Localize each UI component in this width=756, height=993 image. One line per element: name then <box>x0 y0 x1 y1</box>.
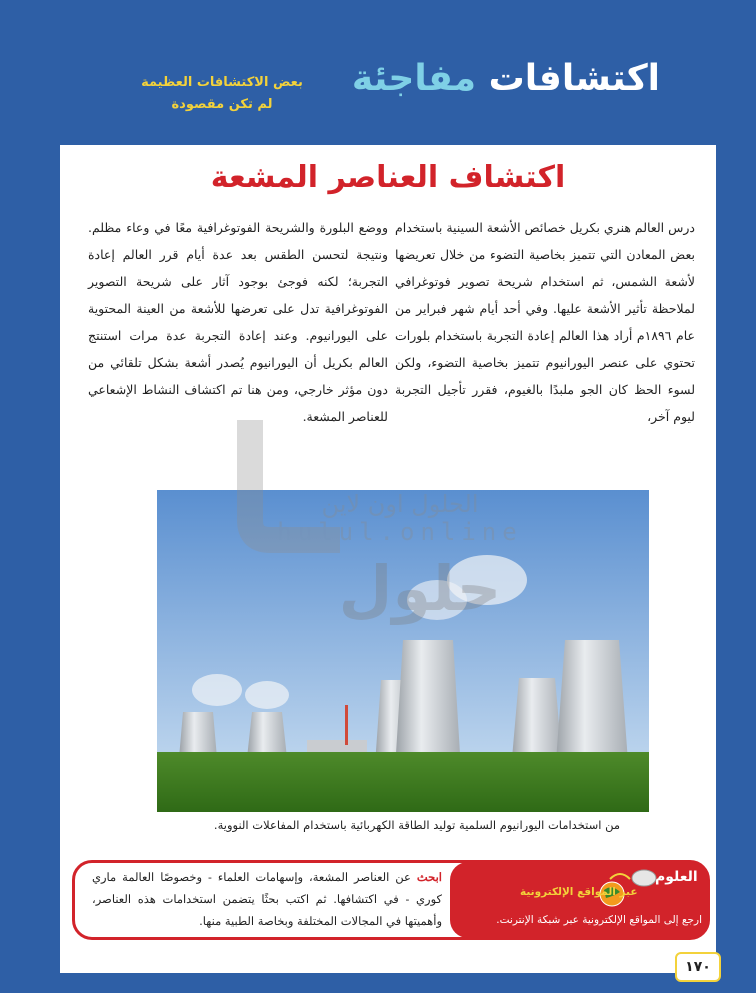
activity-highlight: ابحث <box>416 870 442 884</box>
subtitle-line-1: بعض الاكتشافات العظيمة <box>141 75 303 90</box>
activity-label: العلوم <box>655 869 698 885</box>
watermark-latin: hulul.online <box>277 518 523 546</box>
chapter-title-accent: مفاجئة <box>351 58 477 99</box>
activity-text <box>92 866 442 932</box>
page-number: ١٧٠ <box>675 952 721 982</box>
watermark-logo: حلول <box>338 552 502 625</box>
chapter-title <box>352 58 660 99</box>
watermark-arabic: الحلول اون لاين <box>321 490 479 518</box>
subtitle-line-2: لم تكن مقصودة <box>171 97 273 112</box>
activity-sub-label: عبر المواقع الإلكترونية <box>520 886 638 898</box>
activity-body: عن العناصر المشعة، وإسهامات العلماء - وخصوصًا العالمة ماري كوري - في اكتشافها. ثم اكتب بحثًا يتضمن استخدامات هذه العناصر، وأهميتها في المجالات المختلفة وبخاصة الطبية منها. <box>92 870 442 928</box>
article-title: اكتشاف العناصر المشعة <box>210 160 566 195</box>
activity-note: ارجع إلى المواقع الإلكترونية عبر شبكة الإنترنت. <box>496 914 702 926</box>
article-column-right: درس العالم هنري بكريل خصائص الأشعة السينية باستخدام بعض المعادن التي تتميز بخاصية التضوء من خلال تعريضها لأشعة الشمس، ثم استخدام شريحة تصوير فوتوغرافي لملاحظة تأثير الأشعة عليها. وفي أحد أيام شهر فبراير من عام ١٨٩٦م أراد هذا العالم إعادة التجربة باستخدام بلورات تحتوي على عنصر اليورانيوم تتميز بخاصية التضوء، ولكن لسوء الحظ كان الجو ملبدًا بالغيوم، فقرر تأجيل التجربة ليوم آخر، <box>395 220 695 424</box>
chapter-title-main: اكتشافات <box>488 58 660 99</box>
nuclear-plant-photo <box>157 490 649 812</box>
article-column-left: ووضع البلورة والشريحة الفوتوغرافية معًا في وعاء مظلم. ونتيجة لتحسن الطقس بعد عدة أيام قرر العالم إعادة التجربة؛ لكنه فوجئ بوجود آثار على شريحة التصوير الفوتوغرافية تدل على تعرضها للأشعة من العينة المحتوية على اليورانيوم. وعند إعادة التجربة عدة مرات استنتج العالم بكريل أن اليورانيوم يُصدر أشعة بشكل تلقائي من دون مؤثر خارجي، ومن هنا تم اكتشاف النشاط الإشعاعي للعناصر المشعة. <box>88 220 388 424</box>
photo-caption: من استخدامات اليورانيوم السلمية توليد الطاقة الكهربائية باستخدام المفاعلات النووية. <box>213 818 620 832</box>
chapter-subtitle <box>92 72 352 116</box>
